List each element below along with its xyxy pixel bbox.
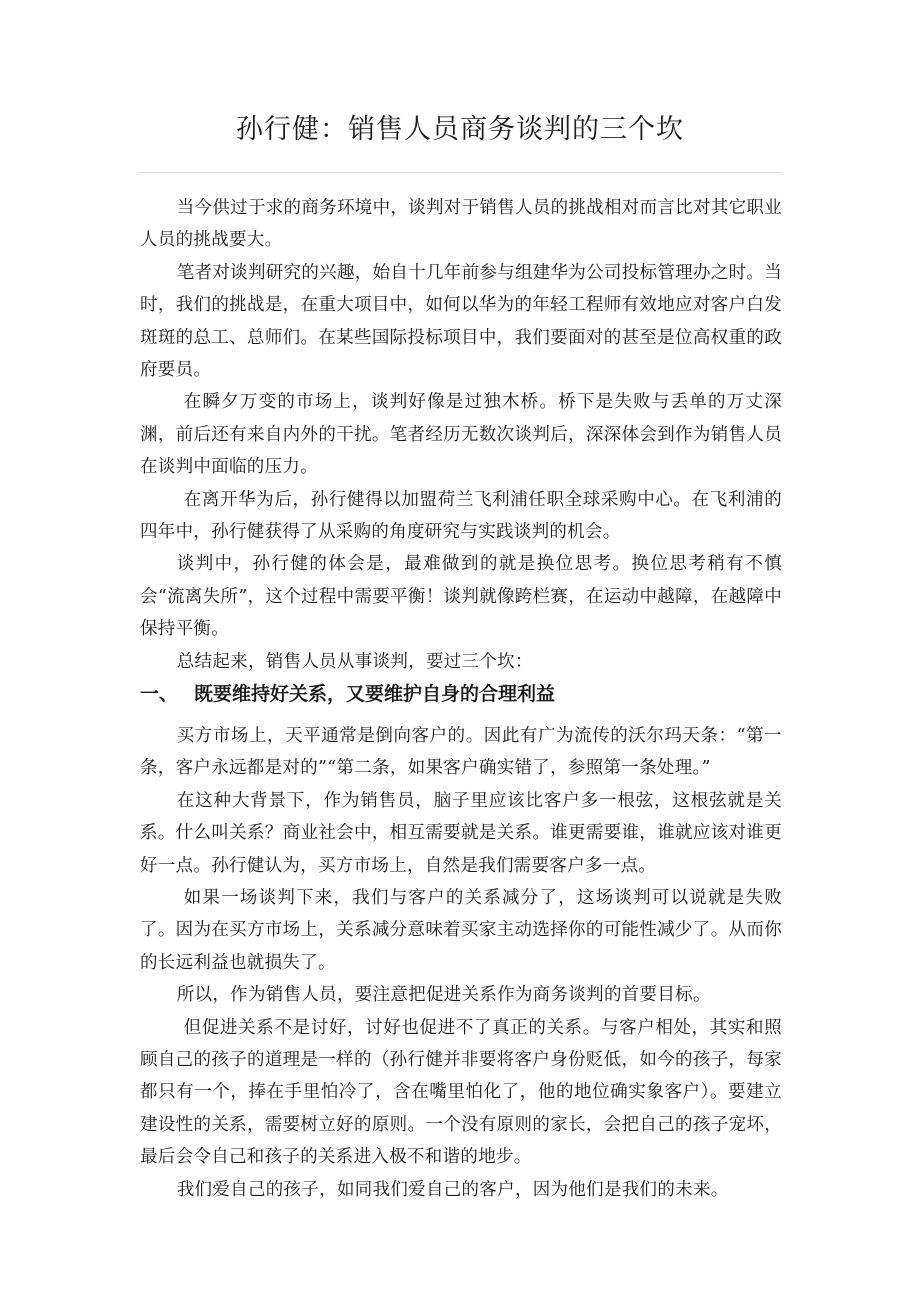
intro-paragraph-3: 在瞬夕万变的市场上，谈判好像是过独木桥。桥下是失败与丢单的万丈深渊，前后还有来自内外的干扰。笔者经历无数次谈判后，深深体会到作为销售人员在谈判中面临的压力。 xyxy=(140,392,782,478)
section-number: 一、 xyxy=(140,683,179,705)
document-title: 孙行健：销售人员商务谈判的三个坎 xyxy=(236,114,684,145)
intro-paragraph-1: 当今供过于求的商务环境中，谈判对于销售人员的挑战相对而言比对其它职业人员的挑战要大。 xyxy=(140,198,782,251)
intro-paragraph-5: 谈判中，孙行健的体会是，最难做到的就是换位思考。换位思考稍有不慎会“流离失所”，这个过程中需要平衡！谈判就像跨栏赛，在运动中越障，在越障中保持平衡。 xyxy=(140,554,782,640)
intro-paragraph-4: 在离开华为后，孙行健得以加盟荷兰飞利浦任职全球采购中心。在飞利浦的四年中，孙行健获得了从采购的角度研究与实践谈判的机会。 xyxy=(140,489,782,543)
intro-paragraph-6: 总结起来，销售人员从事谈判，要过三个坎： xyxy=(176,651,533,672)
section-paragraph-1: 买方市场上，天平通常是倒向客户的。因此有广为流传的沃尔玛天条：“第一条，客户永远都是对的”“第二条，如果客户确实错了，参照第一条处理。” xyxy=(140,726,782,779)
section-heading-1 xyxy=(140,677,782,711)
title-divider xyxy=(138,172,782,173)
intro-section xyxy=(140,192,782,678)
section-paragraph-4: 所以，作为销售人员，要注意把促进关系作为商务谈判的首要目标。 xyxy=(176,985,711,1006)
section-paragraph-6: 我们爱自己的孩子，如同我们爱自己的客户，因为他们是我们的未来。 xyxy=(176,1179,729,1200)
section-paragraph-5: 但促进关系不是讨好，讨好也促进不了真正的关系。与客户相处，其实和照顾自己的孩子的道理是一样的（孙行健并非要将客户身份贬低，如今的孩子，每家都只有一个，捧在手里怕冷了，含在嘴里怕化了，他的地位确实象客户）。要建立建设性的关系，需要树立好的原则。一个没有原则的家长，会把自己的孩子宠坏，最后会令自己和孩子的关系进入极不和谐的地步。 xyxy=(140,1017,782,1168)
section-heading-text: 既要维持好关系，又要维护自身的合理利益 xyxy=(194,683,556,705)
section-paragraph-2: 在这种大背景下，作为销售员，脑子里应该比客户多一根弦，这根弦就是关系。什么叫关系？商业社会中，相互需要就是关系。谁更需要谁，谁就应该对谁更好一点。孙行健认为，买方市场上，自然是我们需要客户多一点。 xyxy=(140,790,782,876)
intro-paragraph-2: 笔者对谈判研究的兴趣，始自十几年前参与组建华为公司投标管理办之时。当时，我们的挑战是，在重大项目中，如何以华为的年轻工程师有效地应对客户白发斑斑的总工、总师们。在某些国际投标项目中，我们要面对的甚至是位高权重的政府要员。 xyxy=(140,262,782,381)
section-1-body xyxy=(140,720,782,1206)
section-paragraph-3: 如果一场谈判下来，我们与客户的关系减分了，这场谈判可以说就是失败了。因为在买方市场上，关系减分意味着买家主动选择你的可能性减少了。从而你的长远利益也就损失了。 xyxy=(140,888,782,973)
